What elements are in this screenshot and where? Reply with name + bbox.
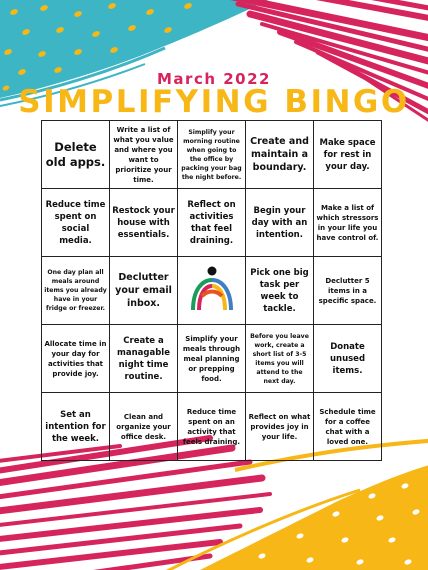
bingo-cell: Simplify your meals through meal planning or prepping food.: [178, 325, 246, 393]
page-title: SIMPLIFYING BINGO: [18, 84, 410, 120]
bingo-center-cell: [178, 257, 246, 325]
bingo-row: [42, 189, 382, 257]
arch-logo-icon: [190, 266, 234, 312]
bingo-cell: Begin your day with an intention.: [246, 189, 314, 257]
bingo-row: [42, 257, 382, 325]
bingo-cell: Reflect on what provides joy in your life.: [246, 393, 314, 461]
bingo-cell: Write a list of what you value and where you want to prioritize your time.: [110, 121, 178, 189]
page-subtitle: March 2022: [157, 70, 271, 88]
bingo-cell: Reduce time spent on social media.: [42, 189, 110, 257]
bingo-cell: Before you leave work, create a short list of 3-5 items you will attend to the next day.: [246, 325, 314, 393]
bingo-row: [42, 325, 382, 393]
bingo-cell: Schedule time for a coffee chat with a loved one.: [314, 393, 382, 461]
bingo-cell: Declutter 5 items in a specific space.: [314, 257, 382, 325]
bingo-cell: Restock your house with essentials.: [110, 189, 178, 257]
bingo-cell: Simplify your morning routine when going to the office by packing your bag the night before.: [178, 121, 246, 189]
bingo-cell: One day plan all meals around items you already have in your fridge or freezer.: [42, 257, 110, 325]
bingo-cell: Donate unused items.: [314, 325, 382, 393]
bingo-cell: Reduce time spent on an activity that feels draining.: [178, 393, 246, 461]
bingo-row: [42, 393, 382, 461]
bingo-cell: Declutter your email inbox.: [110, 257, 178, 325]
bingo-cell: Create a managable night time routine.: [110, 325, 178, 393]
bingo-cell: Make space for rest in your day.: [314, 121, 382, 189]
bingo-cell: Set an intention for the week.: [42, 393, 110, 461]
bingo-cell: Clean and organize your office desk.: [110, 393, 178, 461]
bingo-cell: Reflect on activities that feel draining.: [178, 189, 246, 257]
bingo-cell: Allocate time in your day for activities that provide joy.: [42, 325, 110, 393]
bingo-row: [42, 121, 382, 189]
bingo-cell: Create and maintain a boundary.: [246, 121, 314, 189]
bingo-cell: Make a list of which stressors in your life you have control of.: [314, 189, 382, 257]
bingo-cell: Pick one big task per week to tackle.: [246, 257, 314, 325]
bingo-grid: [41, 120, 382, 461]
bingo-cell: Delete old apps.: [42, 121, 110, 189]
